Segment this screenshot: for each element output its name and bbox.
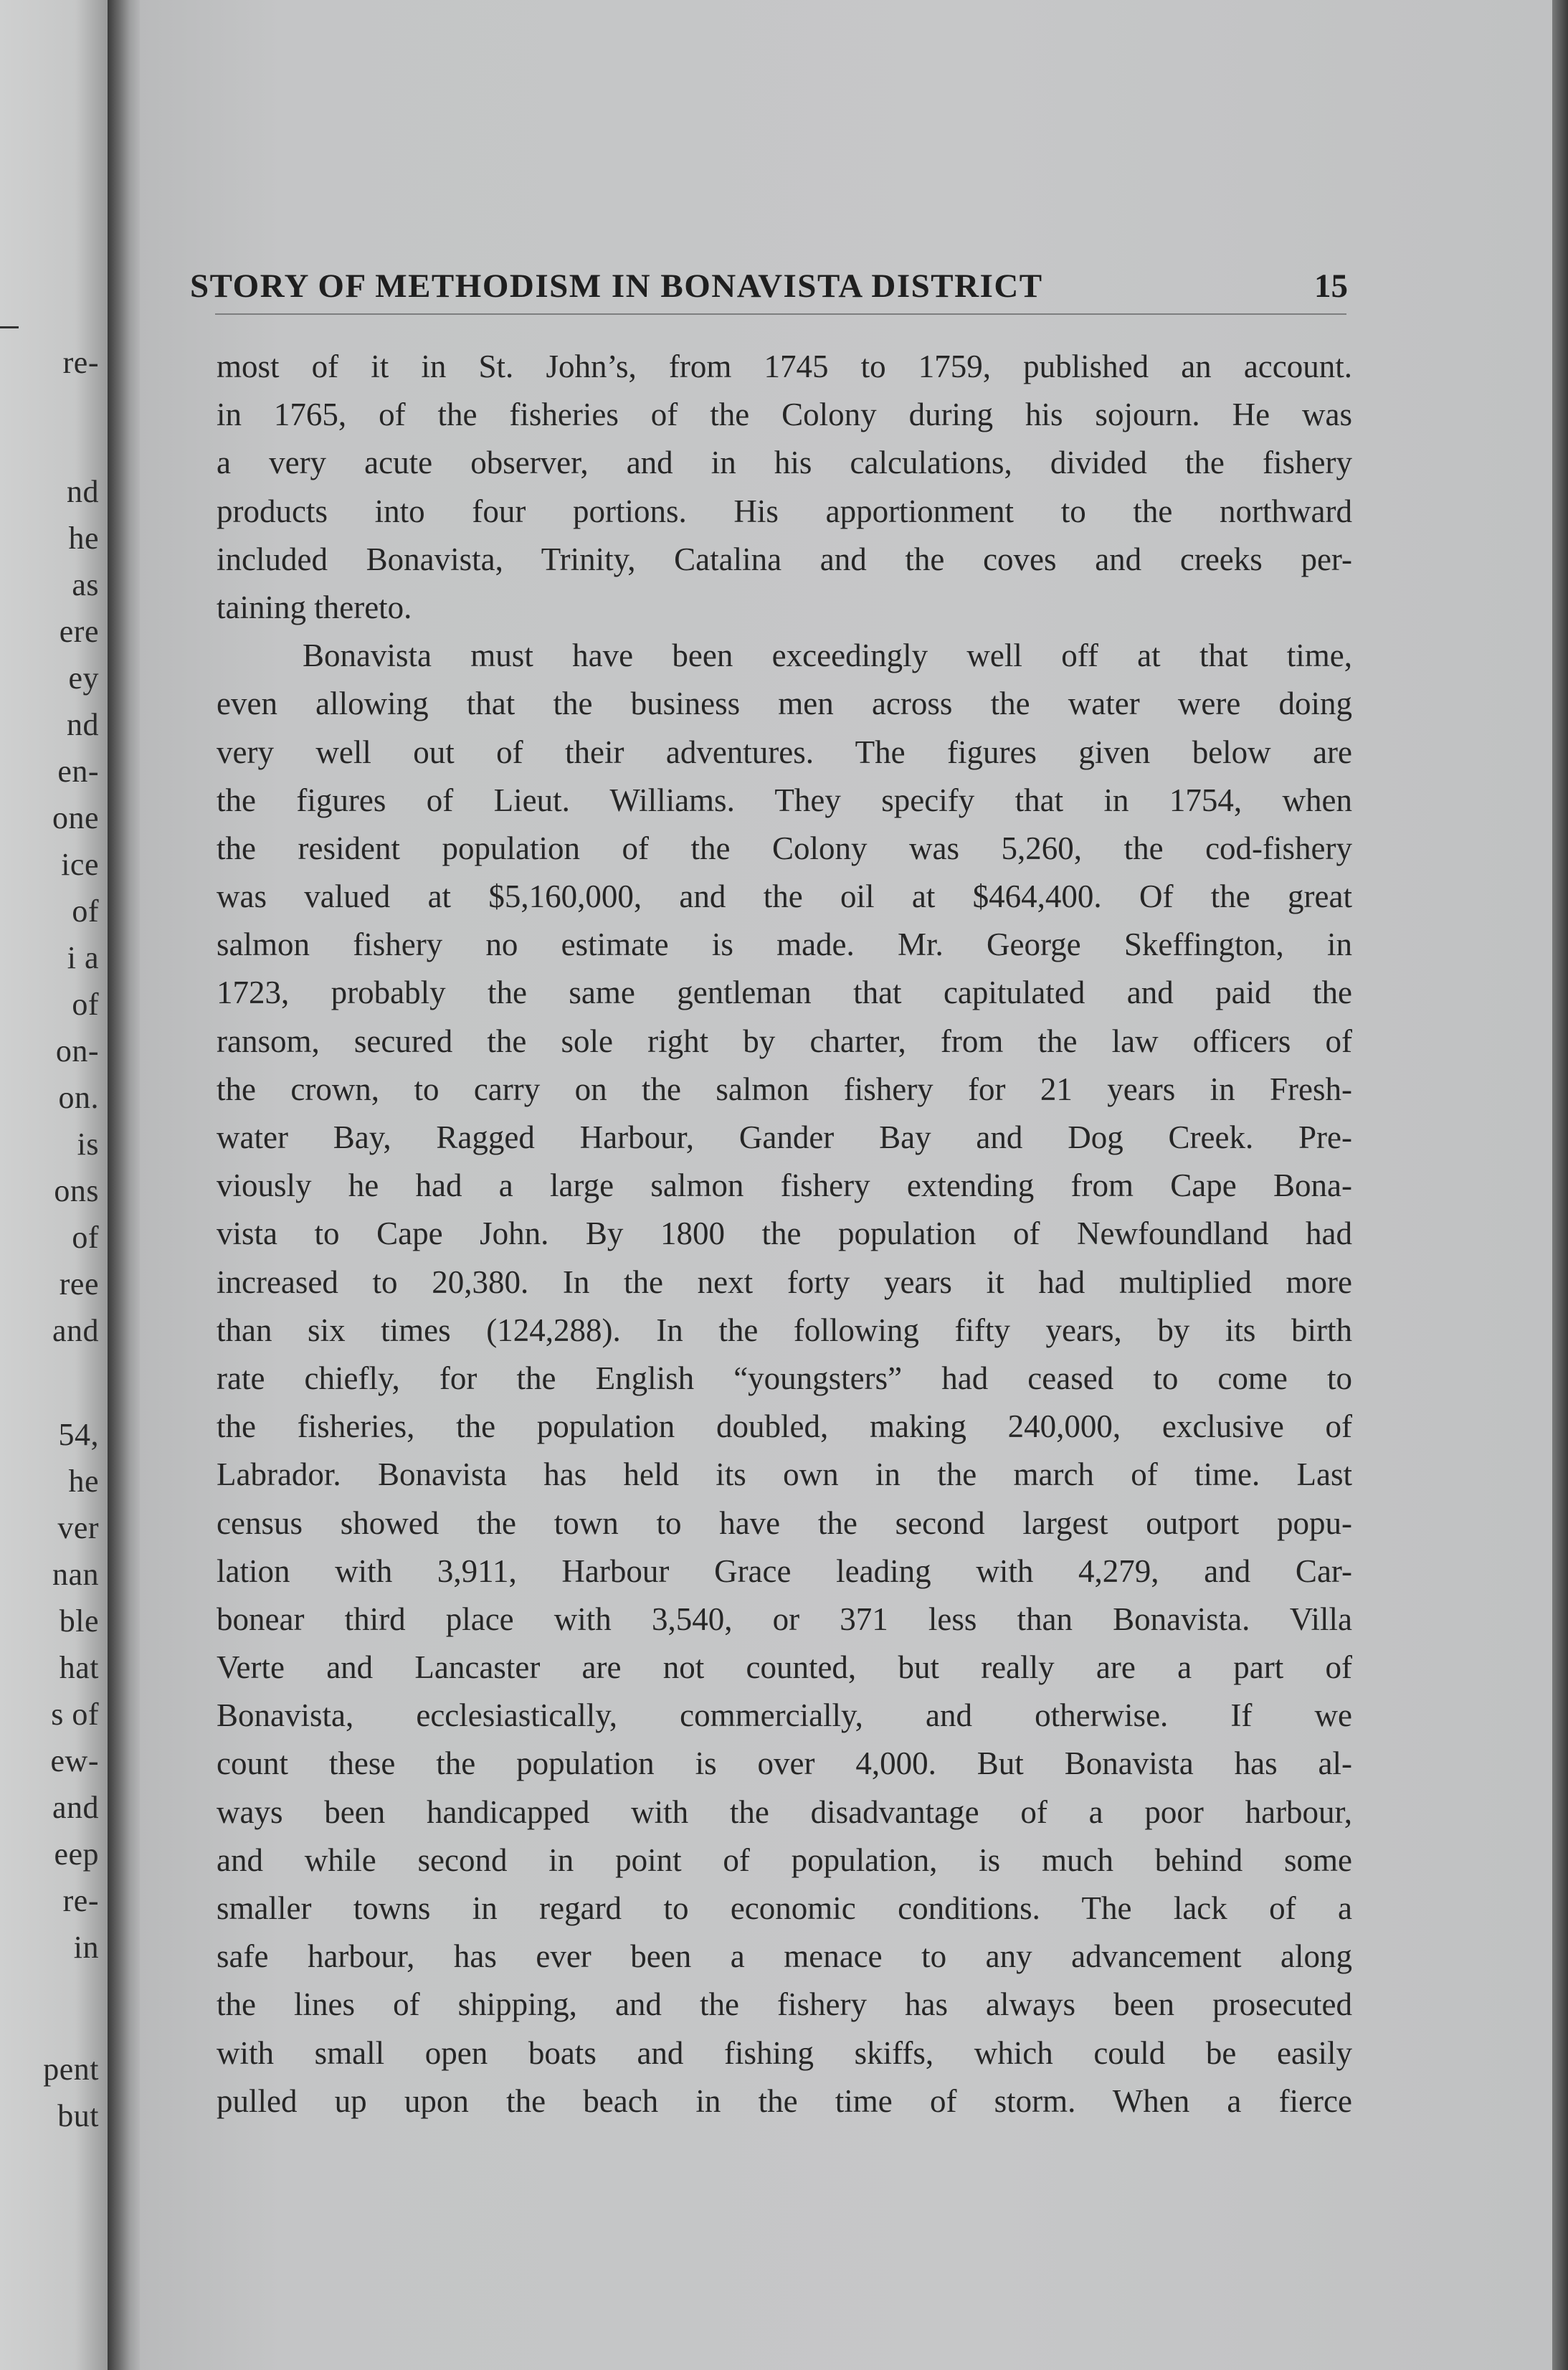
facing-page-fragment: ey: [68, 660, 99, 696]
facing-page-fragment: ble: [59, 1603, 99, 1639]
text-line: than six times (124,288). In the following fifty years, by its birth: [217, 1312, 1352, 1348]
facing-page-fragment: re-: [62, 345, 99, 380]
facing-page-fragment: nan: [52, 1557, 99, 1592]
text-line: Verte and Lancaster are not counted, but really are a part of: [217, 1649, 1352, 1686]
text-line: Bonavista must have been exceedingly well off at that time,: [303, 637, 1352, 674]
facing-page-mark: [0, 326, 19, 328]
facing-page-fragment: ice: [61, 847, 99, 882]
text-line: included Bonavista, Trinity, Catalina and the coves and creeks per-: [217, 541, 1352, 577]
text-line: 1723, probably the same gentleman that capitulated and paid the: [217, 975, 1352, 1011]
facing-page-fragment: as: [72, 567, 99, 602]
text-line: very well out of their adventures. The figures given below are: [217, 734, 1352, 770]
book-gutter: [108, 0, 140, 2370]
text-line: a very acute observer, and in his calculations, divided the fishery: [217, 445, 1352, 481]
text-line: pulled up upon the beach in the time of storm. When a fierce: [217, 2082, 1352, 2119]
text-line: in 1765, of the fisheries of the Colony during his sojourn. He was: [217, 397, 1352, 433]
text-line: rate chiefly, for the English “youngsters” had ceased to come to: [217, 1360, 1352, 1396]
text-line: vista to Cape John. By 1800 the population of Newfoundland had: [217, 1215, 1352, 1252]
facing-page-fragment: ver: [57, 1510, 99, 1545]
facing-page-fragment: in: [73, 1930, 99, 1965]
page-number: 15: [1314, 267, 1348, 305]
text-line: most of it in St. John’s, from 1745 to 1759, published an account.: [217, 349, 1352, 384]
text-line: Bonavista, ecclesiastically, commercially, and otherwise. If we: [217, 1697, 1352, 1734]
facing-page-fragment: ons: [54, 1173, 99, 1208]
text-line: count these the population is over 4,000. But Bonavista has al-: [217, 1745, 1352, 1782]
text-line: increased to 20,380. In the next forty years it had multiplied more: [217, 1264, 1352, 1300]
text-line: census showed the town to have the second largest outport popu-: [217, 1504, 1352, 1541]
facing-page-fragment: but: [57, 2098, 99, 2133]
facing-page-fragment: i a: [67, 940, 99, 975]
text-line: taining thereto.: [217, 589, 412, 625]
text-line: viously he had a large salmon fishery extending from Cape Bona-: [217, 1167, 1352, 1204]
text-line: ransom, secured the sole right by charter, from the law officers of: [217, 1023, 1352, 1059]
facing-page-fragment: and: [52, 1313, 99, 1348]
facing-page-fragment: one: [52, 800, 99, 835]
body-text: [217, 343, 1352, 2125]
text-line: Labrador. Bonavista has held its own in the march of time. Last: [217, 1456, 1352, 1493]
facing-page-fragment: s of: [51, 1697, 99, 1732]
text-line: the lines of shipping, and the fishery has always been prosecuted: [217, 1986, 1352, 2023]
text-line: bonear third place with 3,540, or 371 less than Bonavista. Villa: [217, 1601, 1352, 1637]
facing-page-fragment: re-: [62, 1883, 99, 1918]
text-line: the figures of Lieut. Williams. They specify that in 1754, when: [217, 782, 1352, 818]
facing-page-fragment: nd: [67, 707, 99, 742]
facing-page-fragment: he: [68, 1464, 99, 1499]
facing-page-fragment: of: [72, 987, 99, 1022]
text-line: ways been handicapped with the disadvantage of a poor harbour,: [217, 1793, 1352, 1830]
facing-page-fragment: ere: [59, 614, 99, 649]
facing-page-fragment: of: [72, 1220, 99, 1255]
text-line: salmon fishery no estimate is made. Mr. George Skeffington, in: [217, 926, 1352, 963]
facing-page-fragment: hat: [59, 1650, 99, 1685]
text-line: water Bay, Ragged Harbour, Gander Bay and Dog Creek. Pre-: [217, 1119, 1352, 1155]
text-line: was valued at $5,160,000, and the oil at $464,400. Of the great: [217, 878, 1352, 915]
facing-page-fragment: on.: [58, 1080, 99, 1115]
facing-page-fragment: of: [72, 894, 99, 929]
text-line: the fisheries, the population doubled, making 240,000, exclusive of: [217, 1408, 1352, 1445]
text-line: lation with 3,911, Harbour Grace leading with 4,279, and Car-: [217, 1553, 1352, 1589]
page-edge-shadow: [1552, 0, 1568, 2370]
text-line: the resident population of the Colony was 5,260, the cod-fishery: [217, 830, 1352, 866]
facing-page-edge: [0, 0, 108, 2370]
text-line: smaller towns in regard to economic conditions. The lack of a: [217, 1890, 1352, 1926]
facing-page-fragment: ew-: [50, 1743, 99, 1778]
facing-page-fragment: he: [68, 521, 99, 556]
text-line: and while second in point of population, is much behind some: [217, 1842, 1352, 1878]
facing-page-fragment: 54,: [58, 1417, 99, 1452]
running-head: [190, 267, 1348, 317]
facing-page-fragment: eep: [54, 1836, 99, 1872]
text-line: even allowing that the business men across the water were doing: [217, 686, 1352, 722]
facing-page-fragment: nd: [67, 474, 99, 509]
text-line: with small open boats and fishing skiffs, which could be easily: [217, 2034, 1352, 2071]
facing-page-fragment: and: [52, 1790, 99, 1825]
text-line: products into four portions. His apportionment to the northward: [217, 493, 1352, 529]
text-line: safe harbour, has ever been a menace to any advancement along: [217, 1938, 1352, 1975]
facing-page-fragment: en-: [57, 754, 99, 789]
facing-page-fragment: is: [77, 1127, 99, 1162]
header-rule: [215, 313, 1346, 315]
text-line: the crown, to carry on the salmon fishery for 21 years in Fresh-: [217, 1071, 1352, 1107]
facing-page-fragment: ree: [59, 1266, 99, 1302]
facing-page-fragment: on-: [55, 1033, 99, 1068]
facing-page-fragment: pent: [43, 2052, 99, 2087]
running-title: STORY OF METHODISM IN BONAVISTA DISTRICT: [190, 267, 1043, 305]
